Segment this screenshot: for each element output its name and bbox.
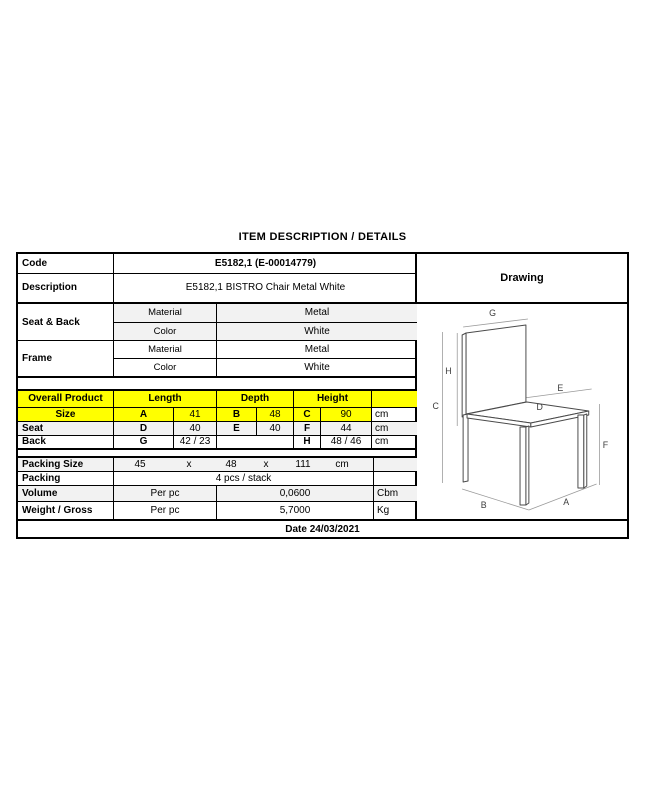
dim-val-h: 48 / 46	[321, 436, 372, 450]
drawing-panel	[417, 254, 627, 519]
description-label: Description	[18, 274, 114, 304]
back-label: Back	[18, 436, 114, 450]
chair-body	[462, 325, 589, 508]
frame-material-row	[114, 341, 417, 359]
date-value: Date 24/03/2021	[285, 523, 360, 535]
dim-label-e: E	[557, 382, 564, 394]
overall-size-row	[18, 408, 415, 422]
unit-header-cell	[372, 391, 417, 408]
dim-val-d: 40	[174, 422, 217, 436]
weight-per-pc: Per pc	[114, 502, 217, 519]
details-left-table	[18, 254, 417, 519]
seat-size-row	[18, 422, 415, 436]
volume-label: Volume	[18, 486, 114, 502]
materials-rows	[114, 304, 417, 376]
dim-key-a: A	[114, 408, 174, 422]
volume-row	[18, 486, 415, 502]
packing-row	[18, 472, 415, 486]
frame-material-value: Metal	[217, 341, 417, 359]
dim-val-f: 44	[321, 422, 372, 436]
color-label: Color	[114, 359, 217, 376]
code-row	[18, 254, 415, 274]
frame-color-value: White	[304, 361, 330, 373]
depth-header: Depth	[217, 391, 294, 408]
dim-val-g: 42 / 23	[174, 436, 217, 450]
dim-key-b: B	[217, 408, 257, 422]
height-header: Height	[294, 391, 372, 408]
dim-label-a: A	[563, 496, 570, 508]
materials-labels	[18, 304, 114, 376]
document-title: ITEM DESCRIPTION / DETAILS	[238, 231, 407, 243]
unit-cm: cm	[372, 408, 417, 422]
dim-label-d: D	[536, 401, 543, 413]
packing-size-label: Packing Size	[18, 458, 114, 472]
packing-width: 45	[134, 458, 146, 470]
dim-label-h: H	[445, 365, 452, 377]
frame-label: Frame	[18, 341, 114, 376]
dim-label-c: C	[432, 400, 439, 412]
item-details-table	[16, 252, 629, 539]
dim-val-e: 40	[257, 422, 294, 436]
packing-value: 4 pcs / stack	[114, 472, 374, 486]
seat-back-material-value: Metal	[217, 304, 417, 323]
packing-depth: 48	[225, 458, 237, 470]
size-header-row	[18, 391, 415, 408]
seat-back-color-row	[114, 323, 417, 341]
spacer-cell	[18, 450, 415, 458]
packing-label: Packing	[18, 472, 114, 486]
front-right-leg	[578, 415, 584, 488]
packing-size-value	[114, 458, 374, 472]
volume-per-pc: Per pc	[114, 486, 217, 502]
weight-row	[18, 502, 415, 519]
packing-empty-cell	[374, 472, 417, 486]
seat-back-label: Seat & Back	[18, 304, 114, 341]
description-value: E5182,1 BISTRO Chair Metal White	[114, 274, 417, 304]
size-label: Size	[18, 408, 114, 422]
materials-section	[18, 304, 415, 378]
date-row	[18, 521, 627, 537]
packing-x: x	[263, 458, 269, 470]
table-main	[18, 254, 627, 521]
packing-size-row	[18, 458, 415, 472]
weight-value: 5,7000	[217, 502, 374, 519]
weight-label: Weight / Gross	[18, 502, 114, 519]
weight-unit: Kg	[377, 504, 390, 516]
unit-cm: cm	[372, 436, 417, 450]
code-value: E5182,1 (E-00014779)	[114, 254, 417, 274]
dim-key-g: G	[114, 436, 174, 450]
seat-label: Seat	[18, 422, 114, 436]
front-right-leg-side	[584, 414, 587, 488]
backrest-side	[462, 333, 466, 417]
packing-size-parts	[114, 458, 360, 471]
unit-cm: cm	[372, 422, 417, 436]
dim-val-c: 90	[321, 408, 372, 422]
code-label: Code	[18, 254, 114, 274]
dim-key-e: E	[217, 422, 257, 436]
length-header: Length	[114, 391, 217, 408]
dim-label-f: F	[602, 439, 609, 451]
dim-key-f: F	[294, 422, 321, 436]
dim-label-b: B	[480, 499, 487, 511]
packing-x: x	[186, 458, 192, 470]
material-label: Material	[114, 341, 217, 359]
packing-unit: cm	[335, 458, 349, 470]
spacer-row	[18, 450, 415, 458]
dim-key-h: H	[294, 436, 321, 450]
description-row	[18, 274, 415, 304]
seat-back-color-value: White	[217, 323, 417, 341]
seat-back-material-row	[114, 304, 417, 323]
overall-product-label: Overall Product	[18, 391, 114, 408]
front-left-leg-side	[526, 426, 529, 505]
dim-val-a: 41	[174, 408, 217, 422]
back-left-leg	[463, 414, 468, 482]
dim-val-b: 48	[257, 408, 294, 422]
front-left-leg	[520, 427, 526, 505]
packing-size-empty-cell	[374, 458, 417, 472]
drawing-header: Drawing	[417, 254, 627, 304]
volume-value: 0,0600	[217, 486, 374, 502]
material-label: Material	[114, 304, 217, 323]
spacer-row	[18, 378, 415, 391]
back-empty-cell	[217, 436, 294, 450]
back-size-row	[18, 436, 415, 450]
frame-color-row	[114, 359, 417, 376]
color-label: Color	[114, 323, 217, 341]
dim-key-c: C	[294, 408, 321, 422]
spacer-cell	[18, 378, 415, 391]
chair-drawing	[417, 304, 627, 517]
volume-unit: Cbm	[374, 486, 417, 502]
packing-height: 111	[295, 458, 311, 470]
dim-label-g: G	[489, 307, 496, 319]
chair-line-drawing	[417, 304, 627, 517]
backrest-panel	[466, 325, 526, 414]
dim-key-d: D	[114, 422, 174, 436]
